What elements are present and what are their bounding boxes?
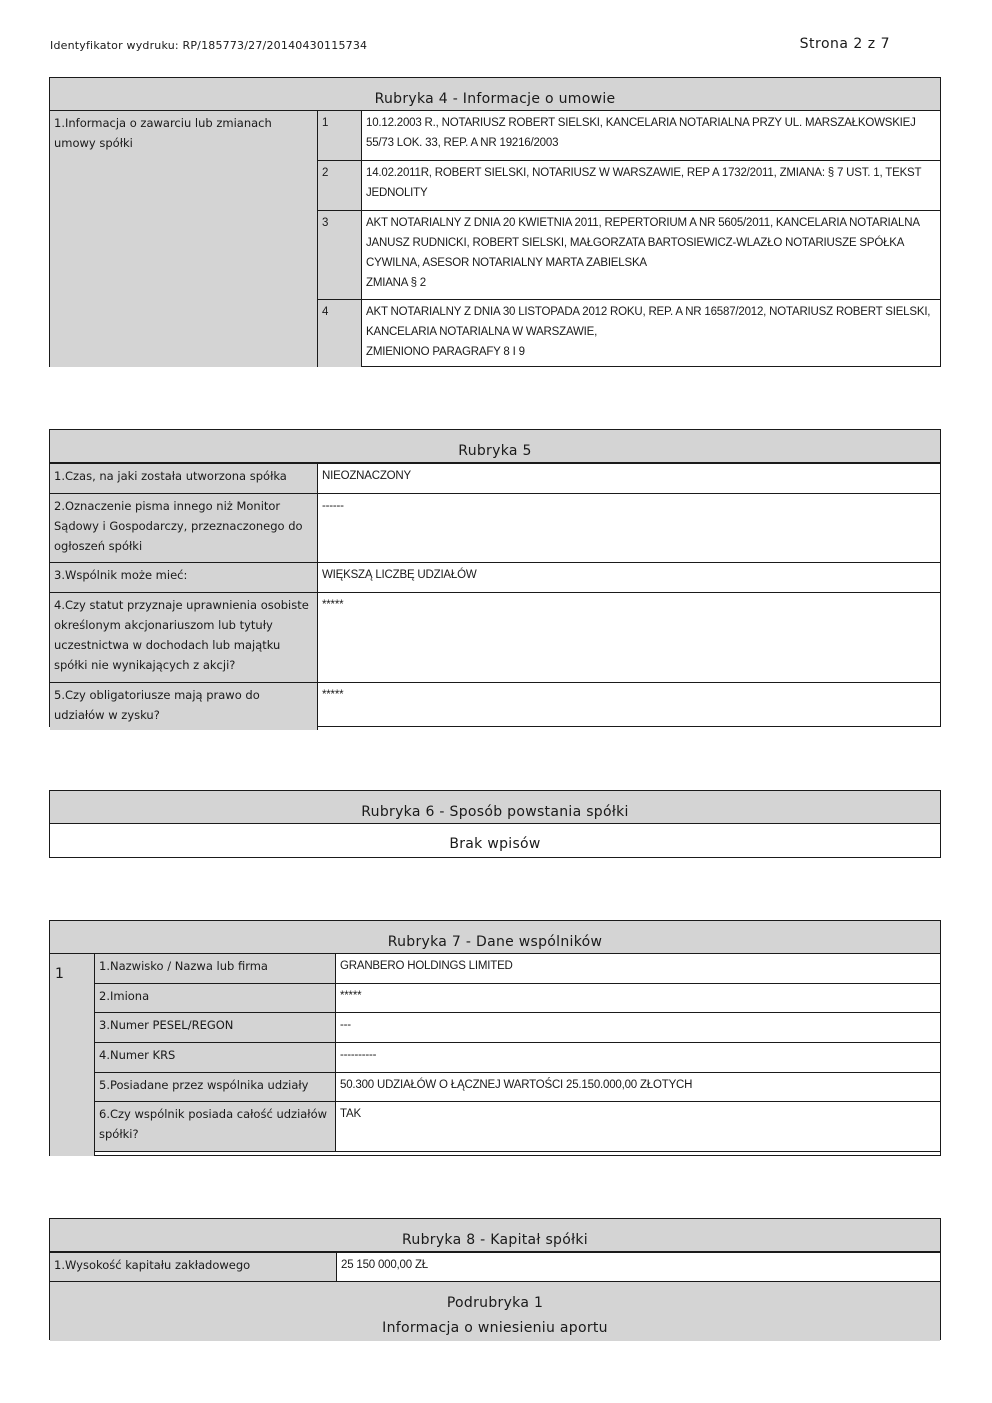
field-value: WIĘKSZĄ LICZBĘ UDZIAŁÓW	[322, 569, 477, 581]
table-row	[95, 1012, 940, 1042]
section-rubryka-4	[49, 77, 941, 367]
empty-entries-text: Brak wpisów	[449, 836, 541, 852]
field-value: *****	[322, 689, 344, 701]
field-label: 3.Numer PESEL/REGON	[95, 1013, 336, 1042]
table-row	[95, 1101, 940, 1151]
table-row	[50, 463, 940, 493]
section-title: Rubryka 4 - Informacje o umowie	[50, 78, 940, 111]
field-value: ----------	[340, 1049, 377, 1061]
section-rubryka-8	[49, 1218, 941, 1340]
page-number: Strona 2 z 7	[799, 36, 890, 52]
section-rubryka-6	[49, 790, 941, 858]
field-value: 25 150 000,00 ZŁ	[341, 1259, 428, 1271]
table-row	[50, 562, 940, 592]
list-item	[318, 210, 940, 299]
field-value: *****	[322, 599, 344, 611]
entry-number: 3	[318, 211, 362, 299]
field-value: TAK	[340, 1108, 361, 1120]
page-header	[50, 36, 892, 58]
field-label: 3.Wspólnik może mieć:	[50, 563, 318, 592]
section-title: Rubryka 7 - Dane wspólników	[50, 921, 940, 954]
subsection-title: Podrubryka 1	[446, 1295, 544, 1311]
field-label: 5.Czy obligatoriusze mają prawo do udziałów w zysku?	[50, 683, 318, 730]
entry-number: 4	[318, 300, 362, 367]
table-row	[50, 493, 940, 562]
entry-text: AKT NOTARIALNY Z DNIA 20 KWIETNIA 2011, REPERTORIUM A NR 5605/2011, KANCELARIA NOTARIALNA JANUSZ RUDNICKI, ROBERT SIELSKI, MAŁGORZATA BARTOSIEWICZ-WLAZŁO NOTARIUSZE SPÓŁKA CYWILNA, ASESOR NOTARIALNY MARTA ZABIELSKA ZMIANA § 2	[366, 217, 920, 289]
table-row	[95, 1072, 940, 1101]
field-label: 1.Czas, na jaki została utworzona spółka	[50, 464, 318, 493]
entry-text: 10.12.2003 R., NOTARIUSZ ROBERT SIELSKI, KANCELARIA NOTARIALNA PRZY UL. MARSZAŁKOWSKIEJ 55/73 LOK. 33, REP. A NR 19216/2003	[366, 117, 916, 149]
field-value: ---	[340, 1019, 351, 1031]
table-row	[50, 1252, 940, 1281]
entry-number: 1	[318, 111, 362, 160]
field-value: *****	[340, 990, 362, 1002]
list-item	[318, 111, 940, 160]
section-title: Rubryka 6 - Sposób powstania spółki	[50, 791, 940, 824]
table-row	[95, 954, 940, 983]
section-title: Rubryka 5	[50, 430, 940, 463]
section-title: Rubryka 8 - Kapitał spółki	[50, 1219, 940, 1252]
table-row	[50, 592, 940, 682]
entry-text: 14.02.2011R, ROBERT SIELSKI, NOTARIUSZ W WARSZAWIE, REP A 1732/2011, ZMIANA: § 7 UST. 1, TEKST JEDNOLITY	[366, 167, 922, 199]
section-rubryka-5	[49, 429, 941, 727]
field-label: 4.Numer KRS	[95, 1043, 336, 1072]
field-value: ------	[322, 500, 344, 512]
list-item	[318, 299, 940, 367]
subsection-subtitle: Informacja o wniesieniu aportu	[382, 1320, 608, 1336]
entry-text: AKT NOTARIALNY Z DNIA 30 LISTOPADA 2012 ROKU, REP. A NR 16587/2012, NOTARIUSZ ROBERT SIELSKI, KANCELARIA NOTARIALNA W WARSZAWIE, ZMIENIONO PARAGRAFY 8 I 9	[366, 306, 931, 358]
shareholder-index: 1	[50, 954, 95, 1156]
entries-list	[318, 111, 940, 367]
field-label: 1.Nazwisko / Nazwa lub firma	[95, 954, 336, 983]
field-label: 6.Czy wspólnik posiada całość udziałów spółki?	[95, 1102, 336, 1151]
table-row	[95, 1042, 940, 1072]
table-row	[50, 682, 940, 730]
entry-number: 2	[318, 161, 362, 210]
list-item	[318, 160, 940, 210]
field-label: 2.Imiona	[95, 984, 336, 1012]
subsection-header	[50, 1281, 940, 1341]
field-label: 1.Informacja o zawarciu lub zmianach umowy spółki	[50, 111, 318, 367]
field-label: 4.Czy statut przyznaje uprawnienia osobiste określonym akcjonariuszom lub tytuły uczestnictwa w dochodach lub majątku spółki nie wynikających z akcji?	[50, 593, 318, 682]
field-value: 50.300 UDZIAŁÓW O ŁĄCZNEJ WARTOŚCI 25.150.000,00 ZŁOTYCH	[340, 1079, 693, 1091]
section-rubryka-7	[49, 920, 941, 1156]
table-row	[95, 983, 940, 1012]
print-identifier: Identyfikator wydruku: RP/185773/27/20140430115734	[50, 39, 368, 52]
field-label: 5.Posiadane przez wspólnika udziały	[95, 1073, 336, 1101]
row-spacer	[95, 1151, 940, 1156]
field-label: 1.Wysokość kapitału zakładowego	[50, 1253, 337, 1281]
field-label: 2.Oznaczenie pisma innego niż Monitor Sądowy i Gospodarczy, przeznaczonego do ogłoszeń spółki	[50, 494, 318, 562]
field-value: NIEOZNACZONY	[322, 470, 411, 482]
field-value: GRANBERO HOLDINGS LIMITED	[340, 960, 513, 972]
